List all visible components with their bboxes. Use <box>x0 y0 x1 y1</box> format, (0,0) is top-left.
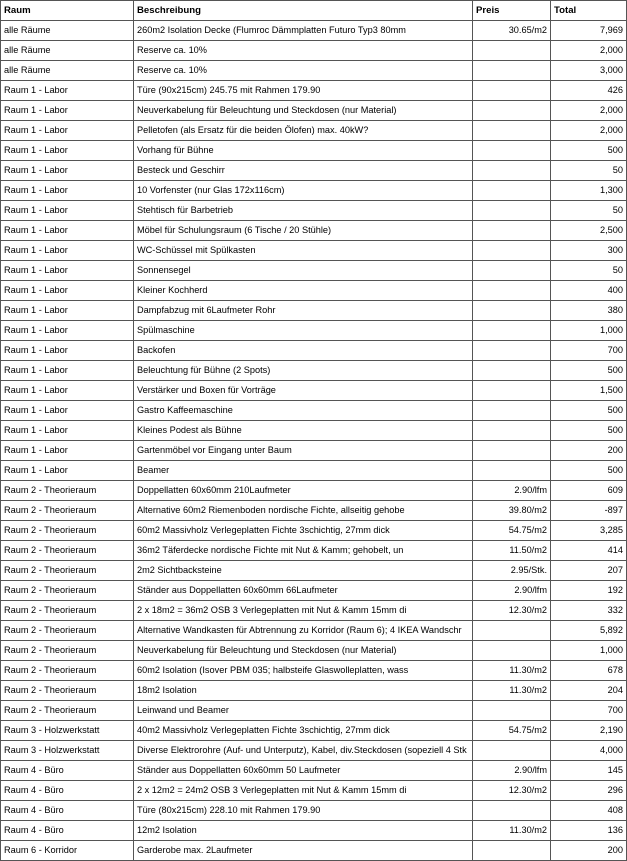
cell-desc[interactable]: 2 x 12m2 = 24m2 OSB 3 Verlegeplatten mit Nut & Kamm 15mm di <box>134 781 473 801</box>
cell-preis[interactable] <box>473 361 551 381</box>
table-row[interactable] <box>1 221 627 241</box>
table-row[interactable] <box>1 61 627 81</box>
cell-desc[interactable]: Leinwand und Beamer <box>134 701 473 721</box>
cell-preis[interactable] <box>473 301 551 321</box>
cell-desc[interactable]: Möbel für Schulungsraum (6 Tische / 20 Stühle) <box>134 221 473 241</box>
cell-desc[interactable]: Neuverkabelung für Beleuchtung und Steckdosen (nur Material) <box>134 101 473 121</box>
cell-desc[interactable]: Kleiner Kochherd <box>134 281 473 301</box>
cell-raum[interactable]: Raum 1 - Labor <box>1 441 134 461</box>
cell-desc[interactable]: Kleines Podest als Bühne <box>134 421 473 441</box>
cell-raum[interactable]: Raum 1 - Labor <box>1 301 134 321</box>
cell-desc[interactable]: Alternative Wandkasten für Abtrennung zu Korridor (Raum 6); 4 IKEA Wandschr <box>134 621 473 641</box>
cell-preis[interactable]: 2.90/lfm <box>473 481 551 501</box>
cell-preis[interactable] <box>473 161 551 181</box>
table-row[interactable] <box>1 21 627 41</box>
cell-desc[interactable]: 2m2 Sichtbacksteine <box>134 561 473 581</box>
cell-total[interactable]: 50 <box>551 201 627 221</box>
table-row[interactable] <box>1 461 627 481</box>
cell-raum[interactable]: Raum 4 - Büro <box>1 761 134 781</box>
cell-preis[interactable] <box>473 741 551 761</box>
cell-preis[interactable] <box>473 621 551 641</box>
cell-desc[interactable]: 12m2 Isolation <box>134 821 473 841</box>
cell-desc[interactable]: Reserve ca. 10% <box>134 61 473 81</box>
cell-total[interactable]: 414 <box>551 541 627 561</box>
table-row[interactable] <box>1 761 627 781</box>
table-header-row <box>1 1 627 21</box>
table-body <box>1 21 627 861</box>
table-row[interactable] <box>1 821 627 841</box>
table-row[interactable] <box>1 101 627 121</box>
cell-total[interactable]: 7,969 <box>551 21 627 41</box>
cell-preis[interactable]: 30.65/m2 <box>473 21 551 41</box>
cell-preis[interactable] <box>473 41 551 61</box>
cell-raum[interactable]: Raum 2 - Theorieraum <box>1 601 134 621</box>
column-header-raum: Raum <box>1 1 134 21</box>
column-header-beschreibung: Beschreibung <box>134 1 473 21</box>
table-row[interactable] <box>1 601 627 621</box>
column-header-total: Total <box>551 1 627 21</box>
cell-raum[interactable]: Raum 3 - Holzwerkstatt <box>1 721 134 741</box>
cell-preis[interactable] <box>473 841 551 861</box>
table-row[interactable] <box>1 841 627 861</box>
cell-raum[interactable]: Raum 1 - Labor <box>1 101 134 121</box>
table-row[interactable] <box>1 361 627 381</box>
cell-preis[interactable]: 12.30/m2 <box>473 601 551 621</box>
cell-total[interactable]: 2,000 <box>551 121 627 141</box>
cell-raum[interactable]: Raum 1 - Labor <box>1 181 134 201</box>
cell-preis[interactable] <box>473 141 551 161</box>
cell-desc[interactable]: Doppellatten 60x60mm 210Laufmeter <box>134 481 473 501</box>
cell-total[interactable]: 2,190 <box>551 721 627 741</box>
cell-preis[interactable] <box>473 641 551 661</box>
cell-total[interactable]: 500 <box>551 421 627 441</box>
cell-preis[interactable] <box>473 441 551 461</box>
cell-total[interactable]: 200 <box>551 441 627 461</box>
cell-total[interactable]: 400 <box>551 281 627 301</box>
cell-raum[interactable]: Raum 2 - Theorieraum <box>1 561 134 581</box>
cell-preis[interactable] <box>473 261 551 281</box>
cell-raum[interactable]: Raum 2 - Theorieraum <box>1 681 134 701</box>
cell-total[interactable]: 700 <box>551 341 627 361</box>
table-row[interactable] <box>1 441 627 461</box>
table-row[interactable] <box>1 301 627 321</box>
cell-raum[interactable]: Raum 1 - Labor <box>1 281 134 301</box>
cell-total[interactable]: 3,285 <box>551 521 627 541</box>
cell-preis[interactable] <box>473 421 551 441</box>
cell-total[interactable]: 50 <box>551 161 627 181</box>
cell-preis[interactable] <box>473 281 551 301</box>
table-row[interactable] <box>1 261 627 281</box>
cell-total[interactable]: 678 <box>551 661 627 681</box>
table-row[interactable] <box>1 521 627 541</box>
cell-total[interactable]: 500 <box>551 461 627 481</box>
cell-raum[interactable]: Raum 1 - Labor <box>1 241 134 261</box>
cell-desc[interactable]: Ständer aus Doppellatten 60x60mm 66Laufmeter <box>134 581 473 601</box>
cell-desc[interactable]: Backofen <box>134 341 473 361</box>
cell-total[interactable]: -897 <box>551 501 627 521</box>
cell-raum[interactable]: Raum 1 - Labor <box>1 321 134 341</box>
cell-total[interactable]: 609 <box>551 481 627 501</box>
cell-preis[interactable] <box>473 201 551 221</box>
cell-total[interactable]: 2,500 <box>551 221 627 241</box>
cell-preis[interactable] <box>473 241 551 261</box>
cell-raum[interactable]: Raum 1 - Labor <box>1 201 134 221</box>
cell-preis[interactable] <box>473 121 551 141</box>
cell-total[interactable]: 380 <box>551 301 627 321</box>
table-row[interactable] <box>1 321 627 341</box>
cell-preis[interactable]: 12.30/m2 <box>473 781 551 801</box>
cell-raum[interactable]: Raum 2 - Theorieraum <box>1 641 134 661</box>
table-row[interactable] <box>1 781 627 801</box>
cell-preis[interactable] <box>473 101 551 121</box>
cell-raum[interactable]: Raum 2 - Theorieraum <box>1 581 134 601</box>
cell-preis[interactable] <box>473 321 551 341</box>
cell-raum[interactable]: Raum 2 - Theorieraum <box>1 501 134 521</box>
cell-raum[interactable]: alle Räume <box>1 61 134 81</box>
cell-desc[interactable]: Reserve ca. 10% <box>134 41 473 61</box>
cell-desc[interactable]: Beleuchtung für Bühne (2 Spots) <box>134 361 473 381</box>
table-row[interactable] <box>1 581 627 601</box>
cell-raum[interactable]: alle Räume <box>1 41 134 61</box>
cell-desc[interactable]: 36m2 Täferdecke nordische Fichte mit Nut & Kamm; gehobelt, un <box>134 541 473 561</box>
cell-total[interactable]: 3,000 <box>551 61 627 81</box>
table-row[interactable] <box>1 121 627 141</box>
table-row[interactable] <box>1 501 627 521</box>
cell-raum[interactable]: Raum 4 - Büro <box>1 801 134 821</box>
cell-preis[interactable]: 11.30/m2 <box>473 661 551 681</box>
cell-total[interactable]: 700 <box>551 701 627 721</box>
table-row[interactable] <box>1 681 627 701</box>
cell-total[interactable]: 296 <box>551 781 627 801</box>
table-row[interactable] <box>1 721 627 741</box>
cell-raum[interactable]: Raum 1 - Labor <box>1 81 134 101</box>
cell-desc[interactable]: Beamer <box>134 461 473 481</box>
cell-raum[interactable]: Raum 1 - Labor <box>1 361 134 381</box>
cell-preis[interactable]: 54.75/m2 <box>473 521 551 541</box>
cell-preis[interactable] <box>473 401 551 421</box>
cell-desc[interactable]: Garderobe max. 2Laufmeter <box>134 841 473 861</box>
cell-raum[interactable]: Raum 1 - Labor <box>1 381 134 401</box>
cell-desc[interactable]: 60m2 Isolation (Isover PBM 035; halbsteife Glaswolleplatten, wass <box>134 661 473 681</box>
cell-raum[interactable]: Raum 1 - Labor <box>1 121 134 141</box>
cell-desc[interactable]: Türe (80x215cm) 228.10 mit Rahmen 179.90 <box>134 801 473 821</box>
cell-total[interactable]: 192 <box>551 581 627 601</box>
cell-total[interactable]: 4,000 <box>551 741 627 761</box>
cell-total[interactable]: 2,000 <box>551 101 627 121</box>
cell-total[interactable]: 500 <box>551 141 627 161</box>
cell-preis[interactable] <box>473 181 551 201</box>
cell-total[interactable]: 1,000 <box>551 641 627 661</box>
table-row[interactable] <box>1 381 627 401</box>
cell-preis[interactable] <box>473 81 551 101</box>
table-row[interactable] <box>1 81 627 101</box>
cell-desc[interactable]: Diverse Elektrorohre (Auf- und Unterputz), Kabel, div.Steckdosen (sopeziell 4 Stk <box>134 741 473 761</box>
cell-desc[interactable]: WC-Schüssel mit Spülkasten <box>134 241 473 261</box>
cell-raum[interactable]: Raum 1 - Labor <box>1 141 134 161</box>
table-row[interactable] <box>1 341 627 361</box>
cell-total[interactable]: 2,000 <box>551 41 627 61</box>
cell-raum[interactable]: Raum 4 - Büro <box>1 821 134 841</box>
table-row[interactable] <box>1 281 627 301</box>
cell-raum[interactable]: Raum 3 - Holzwerkstatt <box>1 741 134 761</box>
cell-total[interactable]: 500 <box>551 401 627 421</box>
cell-total[interactable]: 1,500 <box>551 381 627 401</box>
cell-preis[interactable]: 2.90/lfm <box>473 581 551 601</box>
cell-preis[interactable] <box>473 461 551 481</box>
cell-preis[interactable]: 11.50/m2 <box>473 541 551 561</box>
cell-raum[interactable]: Raum 2 - Theorieraum <box>1 701 134 721</box>
cell-desc[interactable]: Verstärker und Boxen für Vorträge <box>134 381 473 401</box>
cell-total[interactable]: 426 <box>551 81 627 101</box>
table-row[interactable] <box>1 241 627 261</box>
cell-desc[interactable]: Dampfabzug mit 6Laufmeter Rohr <box>134 301 473 321</box>
cell-total[interactable]: 200 <box>551 841 627 861</box>
cell-raum[interactable]: Raum 1 - Labor <box>1 421 134 441</box>
cell-total[interactable]: 50 <box>551 261 627 281</box>
cell-raum[interactable]: Raum 6 - Korridor <box>1 841 134 861</box>
cell-desc[interactable]: 10 Vorfenster (nur Glas 172x116cm) <box>134 181 473 201</box>
cell-preis[interactable] <box>473 701 551 721</box>
cell-raum[interactable]: Raum 1 - Labor <box>1 461 134 481</box>
cell-raum[interactable]: Raum 2 - Theorieraum <box>1 541 134 561</box>
cell-desc[interactable]: Sonnensegel <box>134 261 473 281</box>
cell-desc[interactable]: 40m2 Massivholz Verlegeplatten Fichte 3schichtig, 27mm dick <box>134 721 473 741</box>
cell-raum[interactable]: alle Räume <box>1 21 134 41</box>
cell-desc[interactable]: Besteck und Geschirr <box>134 161 473 181</box>
table-row[interactable] <box>1 741 627 761</box>
cell-raum[interactable]: Raum 2 - Theorieraum <box>1 481 134 501</box>
column-header-preis: Preis <box>473 1 551 21</box>
table-row[interactable] <box>1 561 627 581</box>
cell-desc[interactable]: Alternative 60m2 Riemenboden nordische Fichte, allseitig gehobe <box>134 501 473 521</box>
cell-desc[interactable]: 60m2 Massivholz Verlegeplatten Fichte 3schichtig, 27mm dick <box>134 521 473 541</box>
table-row[interactable] <box>1 141 627 161</box>
cell-raum[interactable]: Raum 1 - Labor <box>1 161 134 181</box>
table-row[interactable] <box>1 701 627 721</box>
table-row[interactable] <box>1 201 627 221</box>
cell-raum[interactable]: Raum 1 - Labor <box>1 261 134 281</box>
cell-desc[interactable]: Stehtisch für Barbetrieb <box>134 201 473 221</box>
cell-preis[interactable] <box>473 341 551 361</box>
cell-preis[interactable]: 2.95/Stk. <box>473 561 551 581</box>
table-row[interactable] <box>1 621 627 641</box>
cell-desc[interactable]: 18m2 Isolation <box>134 681 473 701</box>
table-row[interactable] <box>1 541 627 561</box>
cell-desc[interactable]: Ständer aus Doppellatten 60x60mm 50 Laufmeter <box>134 761 473 781</box>
cell-total[interactable]: 207 <box>551 561 627 581</box>
cell-total[interactable]: 300 <box>551 241 627 261</box>
cell-total[interactable]: 408 <box>551 801 627 821</box>
cell-total[interactable]: 1,300 <box>551 181 627 201</box>
cell-total[interactable]: 204 <box>551 681 627 701</box>
cell-preis[interactable] <box>473 801 551 821</box>
cell-total[interactable]: 500 <box>551 361 627 381</box>
cell-desc[interactable]: Vorhang für Bühne <box>134 141 473 161</box>
cell-total[interactable]: 1,000 <box>551 321 627 341</box>
cell-preis[interactable]: 54.75/m2 <box>473 721 551 741</box>
cell-desc[interactable]: Gastro Kaffeemaschine <box>134 401 473 421</box>
cell-total[interactable]: 145 <box>551 761 627 781</box>
table-row[interactable] <box>1 181 627 201</box>
cell-raum[interactable]: Raum 2 - Theorieraum <box>1 661 134 681</box>
table-row[interactable] <box>1 41 627 61</box>
table-row[interactable] <box>1 641 627 661</box>
cell-preis[interactable]: 39.80/m2 <box>473 501 551 521</box>
cell-desc[interactable]: 260m2 Isolation Decke (Flumroc Dämmplatten Futuro Typ3 80mm <box>134 21 473 41</box>
cell-preis[interactable] <box>473 381 551 401</box>
cell-total[interactable]: 5,892 <box>551 621 627 641</box>
cell-preis[interactable]: 11.30/m2 <box>473 821 551 841</box>
cell-desc[interactable]: Türe (90x215cm) 245.75 mit Rahmen 179.90 <box>134 81 473 101</box>
cell-preis[interactable] <box>473 221 551 241</box>
cell-total[interactable]: 332 <box>551 601 627 621</box>
cell-desc[interactable]: Spülmaschine <box>134 321 473 341</box>
table-row[interactable] <box>1 421 627 441</box>
table-row[interactable] <box>1 801 627 821</box>
cell-total[interactable]: 136 <box>551 821 627 841</box>
table-row[interactable] <box>1 481 627 501</box>
cell-raum[interactable]: Raum 4 - Büro <box>1 781 134 801</box>
cell-raum[interactable]: Raum 1 - Labor <box>1 401 134 421</box>
cell-preis[interactable] <box>473 61 551 81</box>
cell-raum[interactable]: Raum 2 - Theorieraum <box>1 621 134 641</box>
cell-desc[interactable]: Pelletofen (als Ersatz für die beiden Ölofen) max. 40kW? <box>134 121 473 141</box>
cell-desc[interactable]: Neuverkabelung für Beleuchtung und Steckdosen (nur Material) <box>134 641 473 661</box>
cell-raum[interactable]: Raum 1 - Labor <box>1 341 134 361</box>
cell-raum[interactable]: Raum 2 - Theorieraum <box>1 521 134 541</box>
cell-preis[interactable]: 11.30/m2 <box>473 681 551 701</box>
table-row[interactable] <box>1 401 627 421</box>
table-row[interactable] <box>1 661 627 681</box>
cell-raum[interactable]: Raum 1 - Labor <box>1 221 134 241</box>
table-row[interactable] <box>1 161 627 181</box>
cell-desc[interactable]: Gartenmöbel vor Eingang unter Baum <box>134 441 473 461</box>
cell-preis[interactable]: 2.90/lfm <box>473 761 551 781</box>
cell-desc[interactable]: 2 x 18m2 = 36m2 OSB 3 Verlegeplatten mit Nut & Kamm 15mm di <box>134 601 473 621</box>
